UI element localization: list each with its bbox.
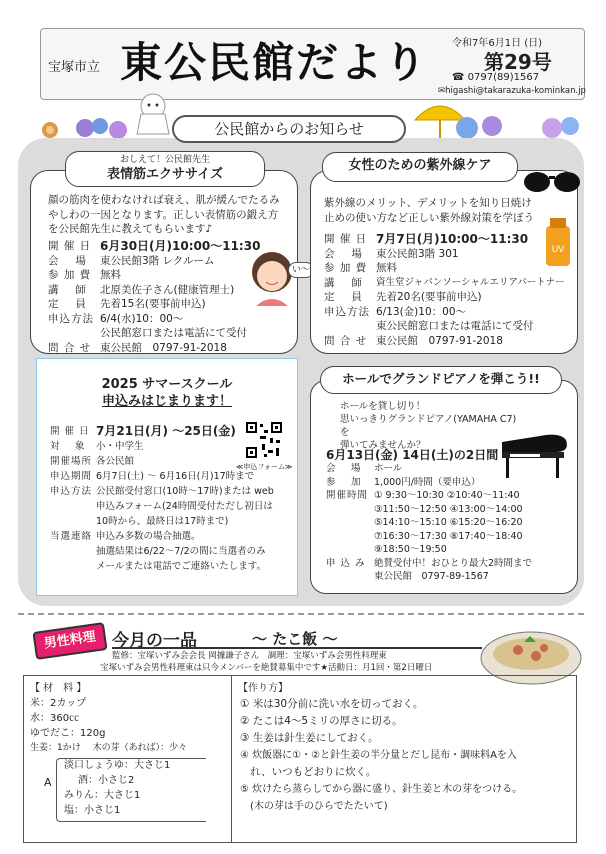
detail-value: ① 9:30～10:30 ②10:40～11:40 — [374, 490, 520, 501]
detail-key: 申込方法 — [324, 305, 370, 318]
step-item: ③ 生姜は針生姜にしておく。 — [240, 732, 379, 744]
sauce-item: みりん：大さじ1 — [64, 790, 141, 801]
detail-value: 6/13(金)10：00～ — [376, 305, 466, 318]
detail-value: 6月7日(土) ～ 6月16日(月)17時まで — [96, 471, 255, 482]
mens-cooking-badge: 男性料理 — [32, 622, 107, 660]
step-item: れ、いつもどおりに炊く。 — [250, 766, 377, 778]
detail-key: 申込期間 — [50, 471, 93, 482]
summer-school-title: 2025 サマースクール — [101, 377, 233, 392]
intro-line: 止めの使い方など正しい紫外線対策を学ぼう — [324, 211, 534, 224]
intro-line: 顔の筋肉を使わなければ衰え、肌が緩んでたるみ — [48, 194, 280, 206]
summer-school-heading — [36, 376, 298, 410]
detail-key: 参 加 — [326, 476, 362, 488]
detail-row — [326, 557, 566, 571]
recipe-recruit: 宝塚いずみ会男性料理東は只今メンバーを絶賛募集中です★活動日：月1回・第2日曜日 — [100, 663, 433, 673]
email-address: ✉higashi@takarazuka-kominkan.jp — [438, 86, 586, 96]
detail-row — [326, 476, 566, 490]
detail-row — [326, 503, 566, 517]
detail-row — [50, 499, 290, 514]
step-item: ④ 炊飯器に①・②と針生姜の半分量とだし昆布・調味料Aを入 — [240, 750, 517, 761]
detail-value: 先着15名(要事前申込) — [100, 298, 206, 310]
detail-key: 開催時間 — [326, 490, 369, 501]
intro-line: 紫外線のメリット、デメリットを知り日焼け — [324, 197, 532, 209]
recipe-dish: ～ たこ飯 ～ — [252, 630, 338, 648]
phone-number: ☎ 0797(89)1567 — [452, 72, 540, 83]
detail-key: 参 加 費 — [48, 269, 92, 281]
piano-date: 6月13日(金) 14日(土)の2日間 — [326, 448, 499, 462]
detail-key — [326, 530, 374, 544]
piano-title: ホールでグランドピアノを弾こう!! — [320, 366, 562, 394]
detail-key — [50, 514, 96, 529]
detail-key — [326, 503, 374, 517]
uv-care-intro — [324, 196, 564, 225]
detail-key: 開催場所 — [50, 456, 93, 467]
recipe-heading: 今月の一品 — [112, 631, 197, 651]
sauce-item: 酒：小さじ2 — [78, 775, 135, 786]
recipe-supervision: 監修：宝塚いずみ会会長 岡據謙子さん 調理：宝塚いずみ会男性料理東 — [112, 651, 387, 661]
newsletter-title: 東公民館だより — [120, 38, 429, 87]
snail-hydrangea-decoration — [30, 110, 140, 140]
ingredients-list — [30, 696, 230, 756]
detail-value: 7月7日(月)10:00～11:30 — [376, 232, 529, 246]
step-item: ② たこは4～5ミリの厚さに切る。 — [240, 715, 403, 727]
detail-value: 東公民館 0797-91-2018 — [376, 334, 503, 347]
detail-row — [324, 290, 574, 305]
detail-value: ⑤14:10～15:10 ⑥15:20～16:20 — [374, 517, 523, 528]
piano-details — [326, 462, 566, 584]
section-divider — [18, 613, 584, 615]
ingredient-item: 米：2カップ — [30, 698, 87, 709]
issue-date: 令和7年6月1日 (日) — [452, 38, 543, 49]
detail-row — [324, 232, 574, 247]
step-item: ⑤ 炊けたら蒸らしてから器に盛り、針生姜と木の芽をつける。 — [240, 784, 523, 795]
detail-value: 東公民館3階 レクルーム — [100, 254, 215, 267]
detail-value: 公民館受付窓口(10時～17時)または web — [96, 486, 274, 497]
detail-key: 申込方法 — [48, 312, 94, 325]
detail-row — [50, 559, 290, 574]
ingredient-item: ゆでだこ：120g — [30, 728, 106, 739]
steps-label: 【作り方】 — [238, 683, 288, 694]
detail-row — [50, 529, 290, 544]
detail-key: 当選連絡 — [50, 531, 93, 542]
detail-key — [326, 543, 374, 557]
detail-key: 講 師 — [324, 276, 363, 289]
notice-banner: 公民館からのお知らせ — [172, 115, 406, 143]
detail-row — [326, 530, 566, 544]
uv-care-details — [324, 232, 574, 348]
sauce-label: A — [44, 776, 52, 789]
face-exercise-subtitle: おしえて！公民館先生 — [119, 155, 210, 165]
detail-value: 北原美佐子さん(健康管理士) — [100, 283, 235, 296]
detail-value: 東公民館 0797-89-1567 — [374, 571, 489, 582]
intro-line: ホールを貸し切り！ — [340, 401, 426, 412]
detail-row — [326, 462, 566, 476]
detail-value: 東公民館 0797-91-2018 — [100, 341, 227, 354]
sunglasses-icon — [522, 168, 582, 194]
detail-key — [50, 559, 96, 574]
detail-key — [326, 516, 374, 530]
face-exercise-title: 表情筋エクササイズ — [107, 167, 223, 182]
detail-value: 先着20名(要事前申込) — [376, 291, 482, 303]
detail-value: 東公民館窓口または電話にて受付 — [376, 320, 534, 332]
detail-key — [50, 544, 96, 559]
detail-row — [326, 489, 566, 503]
detail-value: ⑨18:50～19:50 — [374, 544, 447, 555]
detail-row — [324, 276, 574, 291]
step-item: (木の芽は手のひらでたたいて) — [250, 801, 388, 812]
detail-row — [48, 341, 293, 356]
detail-value: 7月21日(月) ～25日(金) — [96, 424, 236, 438]
teru-teru-bozu-icon — [135, 92, 171, 136]
detail-value: 申込み多数の場合抽選。 — [96, 531, 201, 542]
detail-key: 問 合 せ — [48, 341, 92, 354]
detail-row — [48, 312, 293, 327]
detail-row — [326, 516, 566, 530]
piano-intro — [340, 400, 520, 452]
speech-bubble: い～ — [288, 262, 314, 278]
detail-row — [324, 319, 574, 334]
detail-value: 絶賛受付中！おひとり最大2時間まで — [374, 557, 533, 569]
detail-key: 講 師 — [48, 283, 87, 296]
detail-value: 東公民館3階 301 — [376, 247, 459, 260]
face-exercise-intro — [48, 193, 298, 237]
smiling-woman-icon — [248, 248, 296, 308]
detail-key: 会 場 — [324, 247, 363, 260]
detail-row — [324, 334, 574, 349]
ingredient-item: 生姜：1かけ 木の芽（あれば）：少々 — [30, 743, 188, 753]
detail-key: 開 催 日 — [324, 233, 368, 245]
detail-key — [324, 319, 376, 334]
detail-row — [50, 514, 290, 529]
detail-key: 申 込 み — [326, 557, 366, 569]
detail-key: 開 催 日 — [48, 240, 92, 252]
detail-value: 無料 — [100, 269, 121, 281]
detail-value: 10時から、最終日は17時まで) — [96, 516, 229, 527]
summer-school-subtitle: 申込みはじまります！ — [101, 394, 232, 409]
detail-value: 無料 — [376, 262, 397, 274]
detail-key: 開 催 日 — [50, 426, 90, 437]
detail-value: 各公民館 — [96, 456, 135, 467]
intro-line: を公民館先生に教えてもらいます♪ — [48, 223, 213, 235]
intro-line: 弾いてみませんか？ — [340, 440, 426, 451]
uv-care-title: 女性のための紫外線ケア — [322, 152, 518, 182]
detail-value: 公民館窓口または電話にて受付 — [100, 327, 247, 339]
step-item: ① 米は30分前に洗い水を切っておく。 — [240, 698, 424, 710]
detail-row — [326, 543, 566, 557]
steps-list — [240, 696, 574, 815]
detail-value: 申込みフォーム(24時間受付ただし初日は — [96, 501, 273, 512]
detail-row — [48, 326, 293, 341]
detail-key: 会 場 — [326, 463, 362, 474]
detail-row — [326, 570, 566, 584]
ingredients-label: 【 材 料 】 — [30, 683, 87, 694]
detail-row — [324, 261, 574, 276]
intro-line: やしわの一因となります。正しい表情筋の鍛え方 — [48, 208, 279, 221]
detail-value: メールまたは電話でご連絡いたします。 — [96, 561, 267, 572]
detail-key: 申込方法 — [50, 486, 93, 497]
detail-key: 問 合 せ — [324, 334, 368, 347]
sauce-item: 淡口しょうゆ：大さじ1 — [64, 760, 171, 771]
issue-number: 第29号 — [484, 50, 552, 74]
intro-line: 思いっきりグランドピアノ(YAMAHA C7)を — [340, 414, 517, 438]
ingredient-item: 水：360㏄ — [30, 713, 80, 724]
uv-label: UV — [551, 244, 565, 254]
qr-caption: ≪申込フォーム≫ — [236, 463, 293, 471]
detail-key: 対 象 — [50, 441, 86, 452]
detail-key: 定 員 — [324, 291, 363, 303]
sauce-list — [64, 758, 214, 818]
detail-value: 小・中学生 — [96, 441, 144, 452]
detail-value: ③11:50～12:50 ④13:00～14:00 — [374, 503, 523, 515]
face-exercise-title-pill — [65, 151, 265, 187]
detail-value: 1,000円/時間（要申込） — [374, 476, 481, 488]
city-label: 宝塚市立 — [48, 60, 101, 75]
detail-value: 資生堂ジャパンソーシャルエリアパートナー — [376, 276, 565, 288]
detail-key — [326, 570, 374, 584]
detail-value: 抽選結果は6/22～7/2の間に当選者のみ — [96, 546, 266, 557]
detail-row — [50, 544, 290, 559]
detail-row — [50, 484, 290, 499]
detail-row — [324, 247, 574, 262]
detail-key: 会 場 — [48, 254, 87, 267]
detail-row — [324, 305, 574, 320]
detail-value: ホール — [374, 463, 403, 474]
sauce-item: 塩：小さじ1 — [64, 805, 121, 816]
detail-key: 参 加 費 — [324, 262, 368, 274]
detail-key: 定 員 — [48, 298, 87, 310]
detail-value: ⑦16:30～17:30 ⑧17:40～18:40 — [374, 530, 523, 542]
detail-key — [48, 326, 100, 341]
detail-key — [50, 499, 96, 514]
detail-value: 6/4(水)10：00～ — [100, 312, 184, 325]
detail-value: 6月30日(月)10:00～11:30 — [100, 239, 261, 253]
qr-code-icon[interactable] — [244, 420, 284, 460]
